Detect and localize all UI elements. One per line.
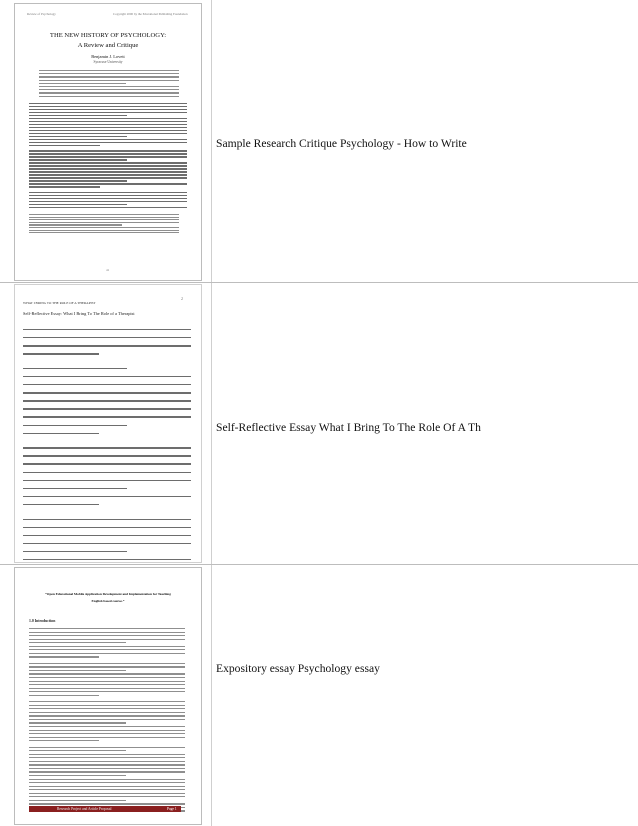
text-line — [29, 156, 187, 157]
page-mark: 41 — [106, 268, 110, 272]
text-line — [23, 408, 191, 409]
text-line — [39, 80, 179, 81]
result-row-3[interactable] — [0, 565, 638, 826]
text-line — [29, 635, 185, 636]
text-line — [23, 425, 127, 426]
text-line — [29, 192, 187, 193]
text-line — [23, 543, 191, 544]
text-line — [23, 496, 191, 497]
text-line — [23, 447, 191, 448]
text-line — [29, 754, 185, 755]
text-line — [29, 681, 185, 682]
text-line — [29, 159, 127, 160]
text-line — [39, 73, 179, 74]
text-line — [29, 207, 187, 208]
text-line — [29, 106, 187, 107]
text-line — [39, 83, 126, 84]
text-line — [29, 688, 185, 689]
text-line — [29, 217, 179, 218]
document-thumbnail[interactable] — [14, 3, 202, 281]
document-thumbnail[interactable] — [14, 284, 202, 563]
text-line — [23, 329, 191, 330]
text-line — [29, 121, 187, 122]
document-title: Self-Reflective Essay: What I Bring To The Role of a Therapist — [23, 311, 135, 316]
text-line — [23, 376, 191, 377]
text-line — [29, 677, 185, 678]
text-line — [29, 133, 187, 134]
text-line — [29, 764, 185, 765]
text-line — [29, 803, 185, 804]
text-line — [29, 639, 185, 640]
text-line — [23, 368, 127, 369]
text-line — [29, 112, 187, 113]
text-line — [29, 130, 187, 131]
text-line — [23, 345, 191, 346]
text-line — [29, 646, 185, 647]
text-line — [29, 115, 127, 116]
text-line — [29, 793, 185, 794]
text-line — [29, 232, 179, 233]
document-title: “Open Educational Mobile Application Development and Implementation for Teaching — [45, 592, 171, 596]
text-line — [29, 789, 185, 790]
result-row-1[interactable] — [0, 0, 638, 282]
text-line — [29, 730, 185, 731]
text-line — [29, 796, 185, 797]
text-line — [29, 673, 185, 674]
journal-header-left: Review of Psychology — [27, 12, 56, 16]
text-line — [29, 198, 187, 199]
text-line — [29, 775, 126, 776]
document-title: THE NEW HISTORY OF PSYCHOLOGY: — [49, 32, 167, 39]
text-line — [29, 666, 185, 667]
text-line — [29, 757, 185, 758]
text-line — [23, 527, 191, 528]
text-line — [29, 142, 187, 143]
text-line — [39, 70, 179, 71]
text-line — [23, 463, 191, 464]
text-line — [29, 642, 126, 643]
text-line — [23, 551, 127, 552]
text-line — [29, 109, 187, 110]
text-line — [29, 136, 127, 137]
text-line — [29, 705, 185, 706]
text-line — [29, 219, 179, 220]
text-line — [29, 740, 99, 741]
text-line — [29, 628, 185, 629]
text-line — [29, 656, 99, 657]
text-line — [23, 384, 191, 385]
footer-page: Page 1 — [167, 807, 177, 811]
text-line — [39, 89, 179, 90]
text-line — [29, 145, 100, 146]
text-line — [29, 214, 179, 215]
text-line — [29, 103, 187, 104]
text-line — [29, 222, 179, 223]
text-line — [23, 433, 99, 434]
text-line — [29, 750, 126, 751]
text-line — [29, 782, 185, 783]
document-author: Benjamin J. Lovett — [91, 54, 125, 59]
text-line — [29, 177, 187, 178]
text-line — [29, 118, 187, 119]
text-line — [29, 779, 185, 780]
text-line — [29, 168, 187, 169]
text-line — [23, 455, 191, 456]
text-line — [29, 632, 185, 633]
section-heading: 1.0 Introduction — [29, 619, 56, 623]
text-line — [29, 768, 185, 769]
text-line — [29, 684, 185, 685]
document-thumbnail[interactable] — [14, 567, 202, 825]
result-row-2[interactable] — [0, 283, 638, 564]
text-line — [23, 337, 191, 338]
text-line — [29, 786, 185, 787]
text-line — [29, 737, 185, 738]
text-line — [29, 726, 185, 727]
text-line — [29, 224, 122, 225]
text-line — [29, 701, 185, 702]
text-line — [29, 150, 187, 151]
text-line — [29, 670, 126, 671]
text-line — [29, 695, 99, 696]
text-line — [23, 400, 191, 401]
text-line — [29, 180, 127, 181]
text-line — [29, 183, 187, 184]
text-line — [29, 165, 187, 166]
text-line — [29, 162, 187, 163]
text-line — [39, 92, 179, 93]
text-line — [23, 472, 191, 473]
text-line — [23, 392, 191, 393]
text-line — [29, 186, 100, 187]
text-line — [29, 653, 185, 654]
text-line — [23, 559, 191, 560]
text-line — [29, 663, 185, 664]
footer-label: Research Project and Article Proposal — [57, 807, 112, 811]
text-line — [23, 416, 191, 417]
text-line — [39, 76, 179, 77]
text-line — [29, 230, 179, 231]
text-line — [23, 488, 127, 489]
text-line — [29, 174, 187, 175]
text-line — [23, 535, 191, 536]
result-caption[interactable]: Self-Reflective Essay What I Bring To The Role Of A Th — [216, 421, 481, 434]
text-line — [29, 733, 185, 734]
text-line — [23, 519, 191, 520]
text-line — [29, 708, 185, 709]
text-line — [29, 719, 185, 720]
text-line — [29, 227, 179, 228]
journal-header-right: Copyright 2000 by the Educational Publishing Foundation — [113, 12, 188, 16]
document-affiliation: Syracuse University — [93, 60, 123, 64]
text-line — [29, 171, 187, 172]
text-line — [29, 195, 187, 196]
document-footer-bar — [29, 806, 181, 812]
text-line — [29, 204, 127, 205]
document-title-line2: English based course.” — [91, 599, 125, 603]
text-line — [29, 722, 126, 723]
text-line — [29, 771, 185, 772]
result-caption[interactable]: Expository essay Psychology essay — [216, 662, 380, 675]
text-line — [29, 761, 185, 762]
text-line — [29, 712, 185, 713]
running-head: WHAT I BRING TO THE ROLE OF A THERAPIST — [23, 301, 96, 305]
text-line — [39, 96, 179, 97]
text-line — [23, 353, 99, 354]
text-line — [29, 649, 185, 650]
result-caption[interactable]: Sample Research Critique Psychology - How to Write — [216, 137, 467, 150]
text-line — [29, 127, 187, 128]
text-line — [29, 691, 185, 692]
text-line — [29, 124, 187, 125]
page-number: 2 — [181, 296, 183, 301]
text-line — [39, 86, 179, 87]
text-line — [23, 504, 99, 505]
document-subtitle: A Review and Critique — [77, 42, 139, 49]
text-line — [29, 800, 126, 801]
text-line — [29, 747, 185, 748]
text-line — [29, 139, 187, 140]
text-line — [23, 480, 191, 481]
text-line — [29, 715, 185, 716]
text-line — [29, 153, 187, 154]
text-line — [29, 201, 187, 202]
